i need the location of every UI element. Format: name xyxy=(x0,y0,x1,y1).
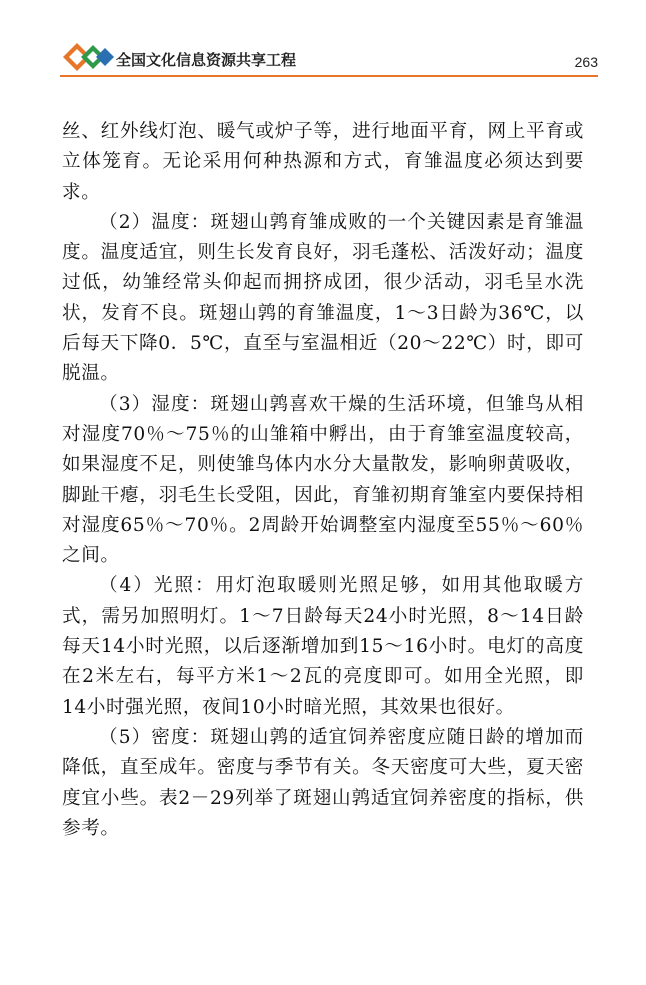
paragraph-lighting: （4）光照：用灯泡取暖则光照足够，如用其他取暖方式，需另加照明灯。1～7日龄每天24小时光照，8～14日龄每天14小时光照，以后逐渐增加到15～16小时。电灯的高度在2米左右，每平方米1～2瓦的亮度即可。如用全光照，即14小时强光照，夜间10小时暗光照，其效果也很好。 xyxy=(62,575,584,718)
header-divider xyxy=(60,75,598,77)
paragraph-temperature: （2）温度：斑翅山鹑育雏成败的一个关键因素是育雏温度。温度适宜，则生长发育良好，羽毛蓬松、活泼好动；温度过低，幼雏经常头仰起而拥挤成团，很少活动，羽毛呈水洗状，发育不良。斑翅山鹑的育雏温度，1～3日龄为36℃，以后每天下降0．5℃，直至与室温相近（20～22℃）时，即可脱温。 xyxy=(62,211,584,385)
page-number: 263 xyxy=(574,54,598,70)
header-title: 全国文化信息资源共享工程 xyxy=(116,51,297,69)
body-text xyxy=(62,117,584,844)
paragraph-density: （5）密度：斑翅山鹑的适宜饲养密度应随日龄的增加而降低，直至成年。密度与季节有关。冬天密度可大些，夏天密度宜小些。表2－29列举了斑翅山鹑适宜饲养密度的指标，供参考。 xyxy=(62,726,584,839)
paragraph-humidity: （3）湿度：斑翅山鹑喜欢干燥的生活环境，但雏鸟从相对湿度70％～75％的山雏箱中孵出，由于育雏室温度较高，如果湿度不足，则使雏鸟体内水分大量散发，影响卵黄吸收，脚趾干瘪，羽毛生长受阻，因此，育雏初期育雏室内要保持相对湿度65％～70％。2周龄开始调整室内湿度至55％～60％之间。 xyxy=(62,393,584,567)
logo-icon xyxy=(60,40,116,74)
page-header xyxy=(0,0,646,80)
paragraph-continuation: 丝、红外线灯泡、暖气或炉子等，进行地面平育，网上平育或立体笼育。无论采用何种热源和方式，育雏温度必须达到要求。 xyxy=(62,121,584,203)
